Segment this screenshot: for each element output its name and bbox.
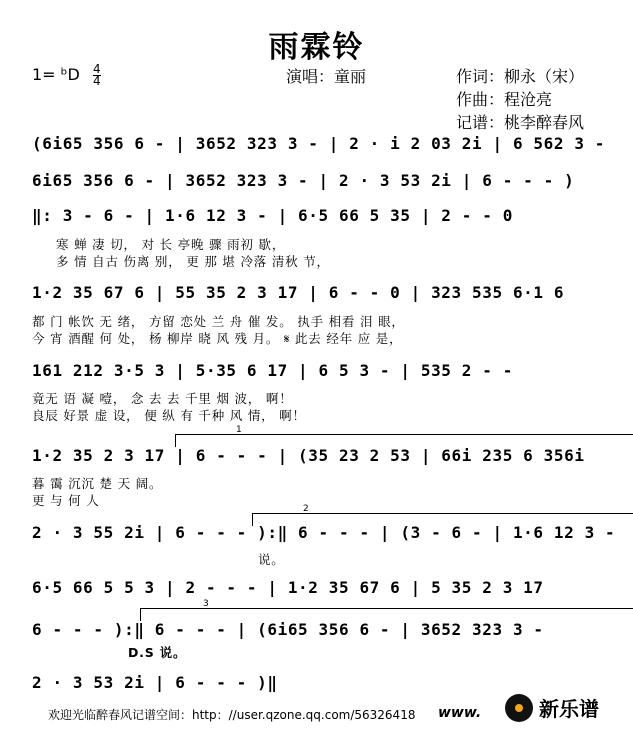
notation-line-6: 1·2 35 2 3 17 | 6 - - - | (35 23 2 53 | 66i 235 6 356i: [32, 446, 585, 465]
lyric-line-4b: 今 宵 酒醒 何 处， 杨 柳岸 晓 风 残 月。 𝄋 此去 经年 应 是，: [32, 331, 403, 346]
lyricist: 作词：柳永（宋）: [456, 67, 585, 86]
lyric-line-3a: 寒 蝉 凄 切， 对 长 亭晚 骤 雨初 歇，: [56, 237, 286, 252]
notation-line-2: 6i65 356 6 - | 3652 323 3 - | 2 · 3 53 2i | 6 - - - ): [32, 171, 575, 190]
notation-line-9: 6 - - - ):‖ 6 - - - | (6i65 356 6 - | 3652 323 3 -: [32, 620, 544, 639]
lyric-line-7: 说。: [258, 552, 285, 567]
notation-line-1: (6i65 356 6 - | 3652 323 3 - | 2 · i 2 03 2i | 6 562 3 -: [32, 134, 606, 153]
lyric-line-6a: 暮 霭 沉沉 楚 天 阔。: [32, 476, 163, 491]
song-title: 雨霖铃: [268, 30, 365, 65]
time-bottom: 4: [92, 74, 101, 88]
key-label: 1= ᵇD: [32, 65, 80, 84]
notation-line-3: ‖: 3 - 6 - | 1·6 12 3 - | 6·5 66 5 35 | 2 - - 0: [32, 206, 513, 225]
footer-link[interactable]: 欢迎光临醉春风记谱空间：http：//user.qzone.qq.com/56326418: [48, 708, 416, 722]
lyric-line-9: D.S 说。: [128, 645, 187, 660]
notation-line-5: 161 212 3·5 3 | 5·35 6 17 | 6 5 3 - | 535 2 - -: [32, 361, 513, 380]
composer: 作曲：程沧亮: [456, 90, 553, 109]
lyric-line-3b: 多 情 自古 伤离 别， 更 那 堪 冷落 清秋 节，: [56, 254, 330, 269]
notation-line-8: 6·5 66 5 5 3 | 2 - - - | 1·2 35 67 6 | 5 35 2 3 17: [32, 578, 544, 597]
volta-number-2: 2: [303, 504, 309, 514]
time-top: 4: [92, 62, 101, 76]
notation-line-4: 1·2 35 67 6 | 55 35 2 3 17 | 6 - - 0 | 323 535 6·1 6: [32, 283, 565, 302]
logo-text: 新乐谱: [539, 697, 599, 721]
watermark-www: www.: [438, 705, 482, 721]
transcriber: 记谱：桃李醉春风: [456, 113, 585, 132]
lyric-line-6b: 更 与 何 人: [32, 493, 100, 508]
lyric-line-5b: 良辰 好景 虚 设， 便 纵 有 千种 风 情， 啊！: [32, 408, 306, 423]
lyric-line-5a: 竟无 语 凝 噎， 念 去 去 千里 烟 波， 啊！: [32, 391, 293, 406]
volta-number-3: 3: [203, 599, 209, 609]
notation-line-10: 2 · 3 53 2i | 6 - - - )‖: [32, 673, 278, 692]
key-signature: [32, 64, 101, 87]
notation-line-7: 2 · 3 55 2i | 6 - - - ):‖ 6 - - - | (3 - 6 - | 1·6 12 3 -: [32, 523, 616, 542]
site-logo: [505, 693, 599, 722]
time-signature: [93, 64, 101, 87]
singer: 演唱：童丽: [286, 67, 367, 86]
record-icon: [505, 694, 533, 722]
volta-number-1: 1: [236, 425, 242, 435]
lyric-line-4a: 都 门 帐饮 无 绪， 方留 恋处 兰 舟 催 发。 执手 相看 泪 眼，: [32, 314, 405, 329]
